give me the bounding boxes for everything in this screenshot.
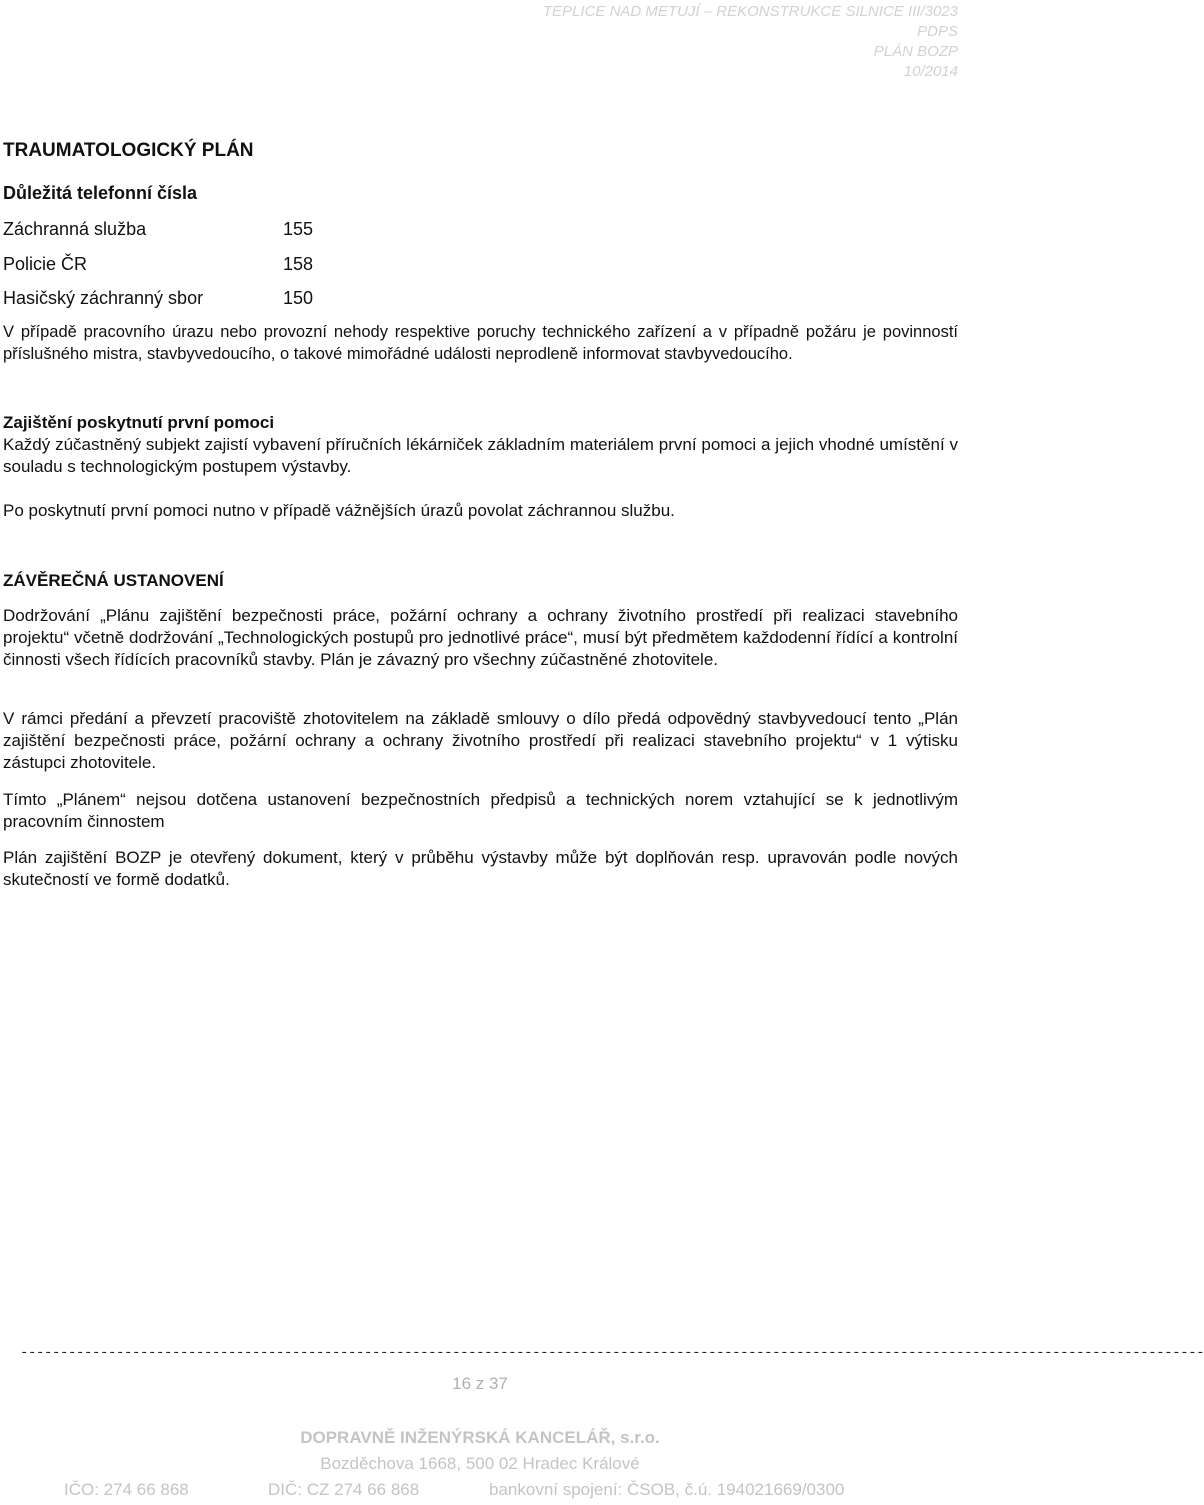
footer-ico: IČO: 274 66 868 — [64, 1480, 189, 1499]
phone-label: Záchranná služba — [3, 219, 147, 239]
footer-dic: DIČ: CZ 274 66 868 — [268, 1480, 420, 1499]
footer-company: DOPRAVNĚ INŽENÝRSKÁ KANCELÁŘ, s.r.o. — [300, 1428, 660, 1447]
final-paragraph-3: Tímto „Plánem“ nejsou dotčena ustanovení bezpečnostních předpisů a technických norem vztahující se k jednotlivým pracovním činnostem — [3, 790, 958, 831]
phones-heading: Důležitá telefonní čísla — [3, 183, 198, 203]
injury-paragraph: V případě pracovního úrazu nebo provozní nehody respektive poruchy technického zařízení a v případně požáru je povinností příslušného mistra, stavbyvedoucího, o takové mimořádné události neprodleně informovat stavbyvedoucího. — [3, 323, 958, 363]
first-aid-paragraph: Každý zúčastněný subjekt zajistí vybavení příručních lékárniček základním materiálem první pomoci a jejich vhodné umístění v souladu s technologickým postupem výstavby. — [3, 435, 958, 476]
final-paragraph-2: V rámci předání a převzetí pracoviště zhotovitelem na základě smlouvy o dílo předá odpovědný stavbyvedoucí tento „Plán zajištění bezpečnosti práce, požární ochrany a ochrany životního prostředí při realizaci stavebního projektu“ v 1 výtisku zástupci zhotovitele. — [3, 709, 958, 772]
phone-number: 155 — [283, 219, 314, 239]
document-header — [543, 2, 958, 82]
header-doc-type: PLÁN BOZP — [873, 43, 958, 60]
first-aid-ambulance-paragraph: Po poskytnutí první pomoci nutno v případě vážnějších úrazů povolat záchrannou službu. — [3, 501, 675, 520]
final-paragraph-4: Plán zajištění BOZP je otevřený dokument, který v průběhu výstavby může být doplňován resp. upravován podle nových skutečností ve formě dodatků. — [3, 848, 958, 889]
header-project: TEPLICE NAD METUJÍ – REKONSTRUKCE SILNICE III/3023 — [542, 3, 958, 20]
header-date: 10/2014 — [903, 63, 958, 80]
final-paragraph-1: Dodržování „Plánu zajištění bezpečnosti práce, požární ochrany a ochrany životního prostředí při realizaci stavebního projektu“ včetně dodržování „Technologických postupů pro jednotlivé práce“, musí být předmětem každodenní řídící a kontrolní činnosti všech řídících pracovníků stavby. Plán je závazný pro všechny zúčastněné zhotovitele. — [3, 606, 958, 669]
page-number: 16 z 37 — [452, 1374, 508, 1393]
footer-bank: bankovní spojení: ČSOB, č.ú. 194021669/0300 — [489, 1480, 845, 1499]
phone-number: 158 — [283, 254, 314, 274]
final-provisions-heading: ZÁVĚREČNÁ USTANOVENÍ — [3, 571, 224, 590]
page-title: TRAUMATOLOGICKÝ PLÁN — [3, 140, 254, 161]
footer-address: Bozděchova 1668, 500 02 Hradec Králové — [320, 1454, 640, 1473]
first-aid-heading: Zajištění poskytnutí první pomoci — [3, 413, 275, 432]
phone-label: Hasičský záchranný sbor — [3, 288, 204, 308]
header-stage: PDPS — [917, 23, 958, 40]
phone-number: 150 — [283, 288, 314, 308]
phone-label: Policie ČR — [3, 254, 88, 274]
footer-separator: ---------------------------------------------------------------------------------------------------------------------------------------------------- — [20, 1345, 1204, 1361]
